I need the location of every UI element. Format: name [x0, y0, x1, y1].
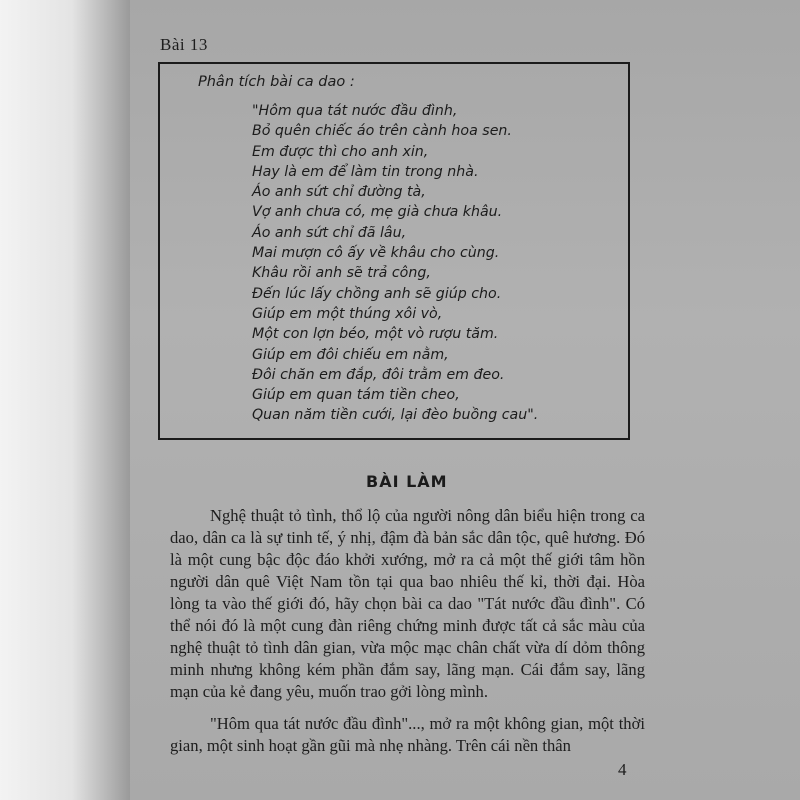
poem-line: Đôi chăn em đắp, đôi trằm em đeo. [252, 366, 505, 383]
paragraph: "Hôm qua tát nước đầu đình"..., mở ra một không gian, một thời gian, một sinh hoạt gần gũi mà nhẹ nhàng. Trên cái nền thân [170, 714, 645, 755]
poem-line: Đến lúc lấy chồng anh sẽ giúp cho. [252, 285, 502, 302]
lesson-header: Bài 13 [160, 35, 208, 54]
poem-line: Vợ anh chưa có, mẹ già chưa khâu. [252, 204, 503, 221]
section-title: BÀI LÀM [366, 472, 448, 491]
poem-line: Giúp em quan tám tiền cheo, [252, 387, 460, 404]
poem-line: Mai mượn cô ấy về khâu cho cùng. [252, 245, 500, 262]
poem-line: Áo anh sứt chỉ đường tà, [252, 184, 426, 201]
poem-line: Khâu rồi anh sẽ trả công, [252, 265, 431, 282]
poem-line: Áo anh sứt chỉ đã lâu, [252, 224, 407, 241]
poem-line: Hay là em để làm tin trong nhà. [252, 163, 479, 180]
poem-line: Một con lợn béo, một vò rượu tăm. [252, 326, 499, 343]
page-number: 4 [618, 760, 627, 779]
poem-lines [252, 101, 538, 426]
page-margin-shadow [0, 0, 130, 800]
poem-title: Phân tích bài ca dao : [198, 74, 355, 90]
book-page [130, 0, 800, 800]
essay-body [170, 505, 645, 767]
poem-line: Giúp em đôi chiếu em nằm, [252, 346, 449, 363]
poem-line: Quan năm tiền cưới, lại đèo buồng cau". [252, 407, 539, 424]
poem-line: Giúp em một thúng xôi vò, [252, 305, 443, 322]
poem-line: "Hôm qua tát nước đầu đình, [252, 103, 458, 119]
paragraph: Nghệ thuật tỏ tình, thổ lộ của người nông dân biểu hiện trong ca dao, dân ca là sự tinh tế, ý nhị, đậm đà bản sắc dân tộc, quê hương. Đó là một cung bậc độc đáo khởi xướng, mở ra cả một thế giới tâm hồn người dân quê Việt Nam tồn tại qua bao nhiêu thế kỉ, thời đại. Hòa lòng ta vào thế giới đó, hãy chọn bài ca dao "Tát nước đầu đình". Có thể nói đó là một cung đàn riêng chứng minh được tất cả sắc màu của nghệ thuật tỏ tình dân gian, vừa mộc mạc chân chất vừa dí dỏm thông minh nhưng không kém phần đắm say, lãng mạn. Cái đắm say, lãng mạn của kẻ đang yêu, muốn trao gởi lòng mình. [170, 506, 645, 701]
poem-line: Em được thì cho anh xin, [252, 143, 429, 160]
poem-line: Bỏ quên chiếc áo trên cành hoa sen. [252, 123, 512, 140]
